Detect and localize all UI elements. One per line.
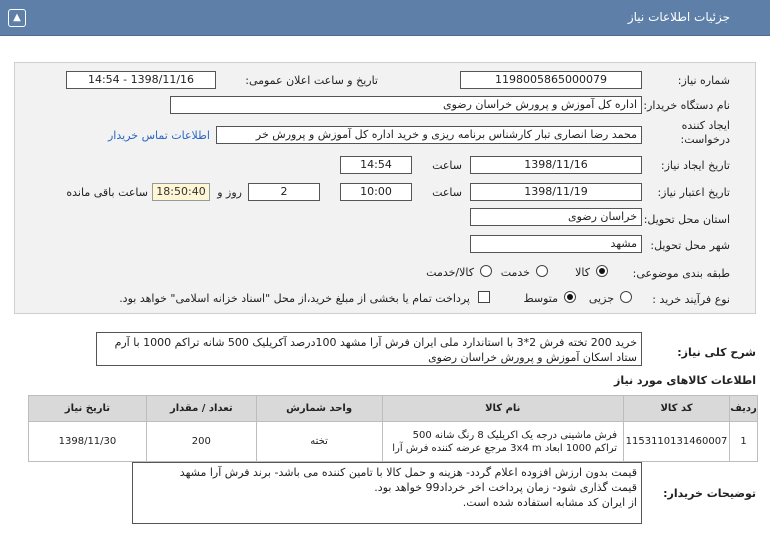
general-description-field: خرید 200 تخته فرش 2*3 با استاندارد ملی ایران فرش آرا مشهد 100درصد آکریلیک 500 شانه تراکم 1000 با آرم ستاد اسکان آموزش و پرورش خراسان رضوی (96, 332, 642, 366)
goods-table-header (29, 396, 758, 422)
create-time-label: ساعت (432, 159, 462, 172)
process-medium-label: متوسط (523, 292, 558, 305)
city-label: شهر محل تحویل: (650, 239, 730, 252)
col-name: نام کالا (382, 396, 624, 422)
category-service-label: خدمت (500, 266, 530, 279)
category-goods-service-radio[interactable] (480, 265, 492, 277)
contact-buyer-link[interactable]: اطلاعات تماس خریدار (108, 129, 210, 142)
category-goods-service-label: کالا/خدمت (426, 266, 474, 279)
buyer-notes-field (132, 462, 642, 524)
col-unit: واحد شمارش (256, 396, 382, 422)
col-code: کد کالا (624, 396, 730, 422)
process-partial-label: جزیی (588, 292, 614, 305)
create-date-label: تاریخ ایجاد نیاز: (660, 159, 730, 172)
table-row (29, 422, 758, 462)
row-code: 1153110131460007 (624, 422, 730, 462)
province-field: خراسان رضوی (470, 208, 642, 226)
buyer-label: نام دستگاه خریدار: (643, 99, 730, 112)
validity-time-label: ساعت (432, 186, 462, 199)
process-type-label: نوع فرآیند خرید : (652, 293, 730, 306)
chevron-up-icon[interactable]: ▲ (8, 9, 26, 27)
create-time-field: 14:54 (340, 156, 412, 174)
treasury-payment-note: پرداخت تمام یا بخشی از مبلغ خرید،از محل "اسناد خزانه اسلامی" خواهد بود. (119, 292, 470, 305)
city-field: مشهد (470, 235, 642, 253)
validity-time-field: 10:00 (340, 183, 412, 201)
buyer-notes-line-3: از ایران کد مشابه استفاده شده است. (462, 496, 637, 509)
announce-date-label: تاریخ و ساعت اعلان عمومی: (245, 74, 378, 87)
creator-label-2: درخواست: (680, 133, 730, 146)
row-name: فرش ماشینی درجه یک اکریلیک 8 رنگ شانه 500 تراکم 1000 ابعاد 3x4 m مرجع عرضه کننده فرش آرا (382, 422, 624, 462)
page-title: جزئیات اطلاعات نیاز (627, 10, 730, 24)
col-qty: تعداد / مقدار (146, 396, 256, 422)
col-index: ردیف (730, 396, 758, 422)
goods-section-title: اطلاعات کالاهای مورد نیاز (614, 374, 756, 387)
need-number-field: 1198005865000079 (460, 71, 642, 89)
process-partial-radio[interactable] (620, 291, 632, 303)
row-qty: 200 (146, 422, 256, 462)
page-header (0, 0, 770, 36)
treasury-payment-checkbox[interactable] (478, 291, 490, 303)
buyer-notes-line-2: قیمت گذاری شود- زمان پرداخت اخر خرداد99 خواهد بود. (374, 481, 637, 494)
row-date: 1398/11/30 (29, 422, 147, 462)
need-number-label: شماره نیاز: (677, 74, 730, 87)
days-label: روز و (217, 186, 242, 199)
row-index: 1 (730, 422, 758, 462)
col-date: تاریخ نیاز (29, 396, 147, 422)
buyer-notes-line-1: قیمت بدون ارزش افزوده اعلام گردد- هزینه و حمل کالا با تامین کننده می باشد- برند فرش آرا مشهد (179, 466, 637, 479)
create-date-field: 1398/11/16 (470, 156, 642, 174)
buyer-field: اداره کل آموزش و پرورش خراسان رضوی (170, 96, 642, 114)
category-service-radio[interactable] (536, 265, 548, 277)
buyer-notes-label: توضیحات خریدار: (663, 487, 756, 500)
validity-date-field: 1398/11/19 (470, 183, 642, 201)
category-label: طبقه بندی موضوعی: (632, 267, 730, 280)
row-unit: تخته (256, 422, 382, 462)
category-goods-label: کالا (575, 266, 590, 279)
remaining-days-field: 2 (248, 183, 320, 201)
province-label: استان محل تحویل: (643, 213, 730, 226)
general-description-label: شرح کلی نیاز: (677, 346, 756, 359)
creator-field: محمد رضا انصاری تبار کارشناس برنامه ریزی و خرید اداره کل آموزش و پرورش خر (216, 126, 642, 144)
announce-date-field: 1398/11/16 - 14:54 (66, 71, 216, 89)
remaining-label: ساعت باقی مانده (66, 186, 148, 199)
remaining-time-field: 18:50:40 (152, 183, 210, 201)
goods-table (28, 395, 758, 462)
creator-label-1: ایجاد کننده (681, 119, 730, 132)
process-medium-radio[interactable] (564, 291, 576, 303)
validity-date-label: تاریخ اعتبار نیاز: (657, 186, 730, 199)
category-goods-radio[interactable] (596, 265, 608, 277)
